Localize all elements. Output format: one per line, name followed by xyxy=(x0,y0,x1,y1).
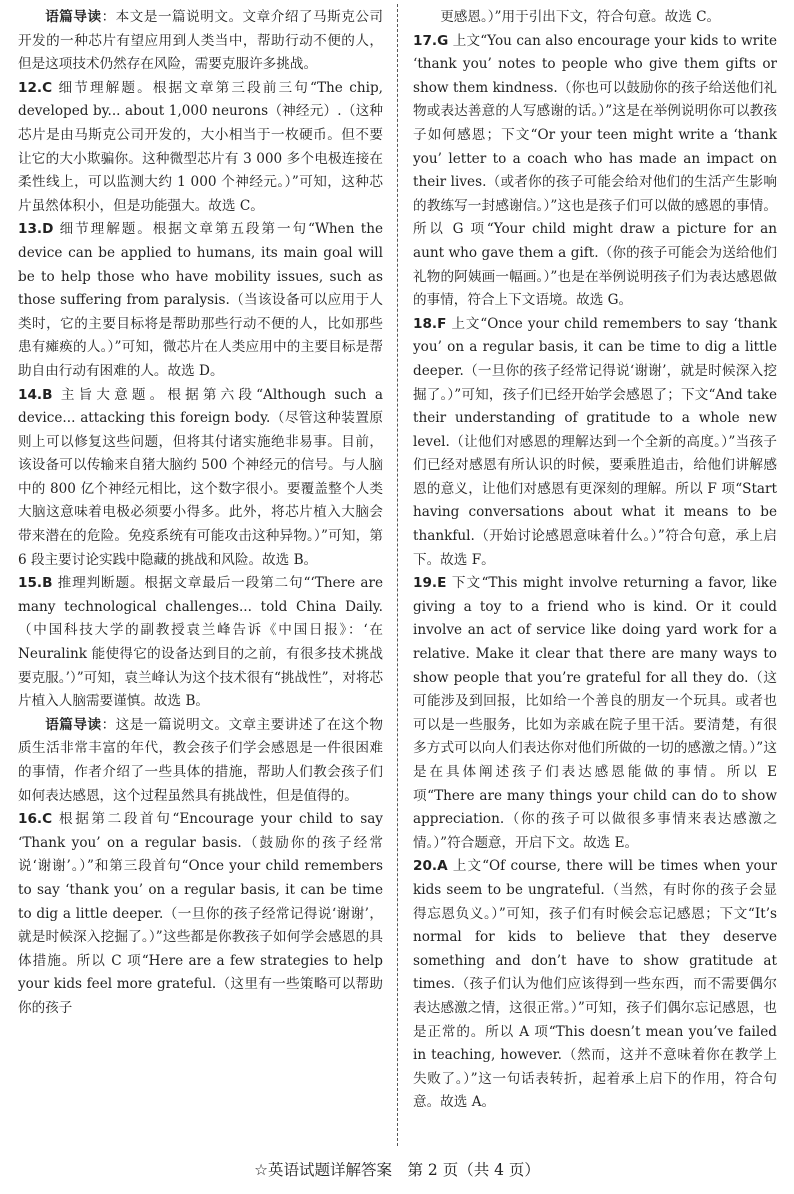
question-number: 20.A xyxy=(413,858,448,875)
answer-item-17 xyxy=(413,30,777,313)
question-number: 17.G xyxy=(413,32,449,49)
right-column xyxy=(413,6,777,1115)
answer-explanation: 细节理解题。根据文章第三段前三句“The chip, developed by... about 1,000 neurons（神经元）.（这种芯片是由马斯克公司开发的，大小相当于一枚硬币。但不要让它的大小欺骗你。这种微型芯片有 3 000 多个电极连接在柔性线上，可以监测大约 1 000 个神经元。）”可知，这种芯片虽然体积小，但是功能强大。故选 C。 xyxy=(18,79,383,214)
reading-guide-text: ：本文是一篇说明文。文章介绍了马斯克公司开发的一种芯片有望应用到人类当中，帮助行动不便的人，但是这项技术仍然存在风险，需要克服许多挑战。 xyxy=(18,9,384,73)
answer-item-19 xyxy=(413,572,777,855)
question-number: 12.C xyxy=(18,79,53,96)
column-divider xyxy=(397,4,398,1146)
answer-item-12 xyxy=(18,77,383,219)
answer-item-15 xyxy=(18,572,383,714)
question-number: 19.E xyxy=(413,575,447,592)
answer-item-16 xyxy=(18,808,383,1020)
answer-explanation: 上文“Of course, there will be times when your kids seem to be ungrateful.（当然，有时你的孩子会显得忘恩负义。）”可知，孩子们有时候会忘记感恩；下文“It’s normal for kids to believe that they deserve something and don’t have to show gratitude at times.（孩子们认为他们应该得到一些东西，而不需要偶尔表达感激之情，这很正常。）”可知，孩子们偶尔忘记感恩，也是正常的。所以 A 项“This doesn’t mean you’ve failed in teaching, however.（然而，这并不意味着你在教学上失败了。）”这一句话表转折，起着承上启下的作用，符合句意。故选 A。 xyxy=(413,858,777,1111)
reading-guide-2 xyxy=(18,714,383,808)
reading-guide-label: 语篇导读 xyxy=(45,9,102,25)
reading-guide-text: ：这是一篇说明文。文章主要讲述了在这个物质生活非常丰富的年代，教会孩子们学会感恩是一件很困难的事情，作者介绍了一些具体的措施，帮助人们教会孩子们如何表达感恩，这个过程虽然具有挑战性，但是值得的。 xyxy=(18,716,384,804)
answer-item-14 xyxy=(18,384,383,573)
answer-explanation: 上文“Once your child remembers to say ‘thank you’ on a regular basis, it can be time to dig a little deeper.（一旦你的孩子经常记得说‘谢谢’，就是时候深入挖掘了。）”可知，孩子们已经开始学会感恩了；下文“And take their understanding of gratitude to a whole new level.（让他们对感恩的理解达到一个全新的高度。）”当孩子们已经对感恩有所认识的时候，要乘胜追击，给他们讲解感恩的意义，让他们对感恩有更深刻的理解。所以 F 项“Start having conversations about what it means to be thankful.（开始讨论感恩意味着什么。）”符合句意，承上启下。故选 F。 xyxy=(413,315,777,568)
answer-explanation: 根据第二段首句“Encourage your child to say ‘Thank you’ on a regular basis.（鼓励你的孩子经常说‘谢谢’。）”和第三段首句“Once your child remembers to say ‘thank you’ on a regular basis, it can be time to dig a little deeper.（一旦你的孩子经常记得说‘谢谢’，就是时候深入挖掘了。）”这些都是你教孩子如何学会感恩的具体措施。所以 C 项“Here are a few strategies to help your kids feel more grateful.（这里有一些策略可以帮助你的孩子 xyxy=(18,811,383,1016)
star-icon: ☆ xyxy=(254,1161,268,1179)
reading-guide-label: 语篇导读 xyxy=(45,716,102,733)
answer-explanation: 推理判断题。根据文章最后一段第二句“‘There are many technological challenges... told China Daily.（中国科技大学的副教授袁兰峰告诉《中国日报》：‘在 Neuralink 能使得它的设备达到目的之前，有很多技术挑战要克服。’）”可知，袁兰峰认为这个技术很有“挑战性”，对将芯片植入人脑需要谨慎。故选 B。 xyxy=(18,575,384,710)
answer-explanation: 下文“This might involve returning a favor, like giving a toy to a friend who is kind. Or it could involve an act of service like doing yard work for a relative. Make it clear that there are many ways to show people that you’re grateful for all they do.（这可能涉及到回报，比如给一个善良的朋友一个玩具。或者也可以是一些服务，比如为亲戚在院子里干活。要清楚，有很多方式可以向人们表达你对他们所做的一切的感激之情。）”这是在具体阐述孩子们表达感恩能做的事情。所以 E 项“There are many things your child can do to show appreciation.（你的孩子可以做很多事情来表达感激之情。）”符合题意，开启下文。故选 E。 xyxy=(413,575,777,851)
left-column xyxy=(18,6,383,1021)
question-number: 18.F xyxy=(413,315,447,332)
answer-item-18 xyxy=(413,313,777,573)
answer-item-13 xyxy=(18,218,383,383)
answer-explanation: 主旨大意题。根据第六段“Although such a device... attacking this foreign body.（尽管这种装置原则上可以修复这些问题，但将其付诸实施绝非易事。目前，该设备可以传输来自猪大脑约 500 个神经元的信号。与人脑中的 800 亿个神经元相比，这个数字很小。要覆盖整个人类大脑这意味着电极必须要小得多。此外，将芯片植入大脑会带来潜在的危险。免疫系统有可能攻击这种异物。）”可知，第 6 段主要讨论实践中隐藏的挑战和风险。故选 B。 xyxy=(18,386,383,568)
answer-item-16-continued: 更感恩。）”用于引出下文，符合句意。故选 C。 xyxy=(440,9,721,25)
answer-explanation: 上文“You can also encourage your kids to write ‘thank you’ notes to people who give them gifts or show them kindness.（你也可以鼓励你的孩子给送他们礼物或表达善意的人写感谢的话。）”这是在举例说明你可以教孩子如何感恩；下文“Or your teen might write a ‘thank you’ letter to a coach who has made an impact on their lives.（或者你的孩子可能会给对他们的生活产生影响的教练写一封感谢信。）”这也是孩子们可以做的感恩的事情。所以 G 项“Your child might draw a picture for an aunt who gave them a gift.（你的孩子可能会为送给他们礼物的阿姨画一幅画。）”也是在举例说明孩子们为表达感恩做的事情，符合上下文语境。故选 G。 xyxy=(413,32,777,309)
footer-text: 英语试题详解答案 第 2 页（共 4 页） xyxy=(267,1161,540,1179)
answer-explanation: 细节理解题。根据文章第五段第一句“When the device can be applied to humans, its main goal will be to help those who have mobility issues, such as those suffering from paralysis.（当该设备可以应用于人类时，它的主要目标将是帮助那些行动不便的人，比如那些患有瘫痪的人。）”可知，微芯片在人类应用中的主要目标是帮助自由行动有困难的人。故选 D。 xyxy=(18,221,383,379)
reading-guide-1 xyxy=(18,6,383,77)
question-number: 16.C xyxy=(18,811,53,828)
question-number: 14.B xyxy=(18,386,53,403)
question-number: 13.D xyxy=(18,221,54,238)
answer-item-20 xyxy=(413,855,777,1115)
page-footer xyxy=(0,1158,794,1182)
question-number: 15.B xyxy=(18,575,53,592)
